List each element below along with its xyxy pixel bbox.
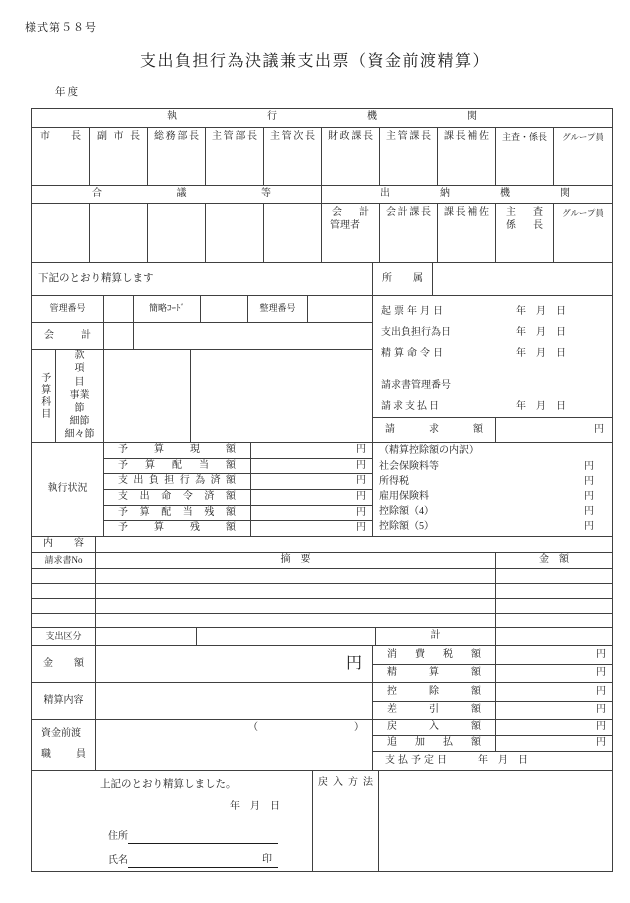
- page-title: 支出負担行為決議兼支出票（資金前渡精算）: [139, 53, 490, 70]
- yen-unit: 円: [356, 506, 366, 518]
- settlement-order-date-row: [381, 344, 612, 365]
- expense-category-row: [32, 628, 612, 646]
- execution-title: 執行状況: [32, 443, 104, 536]
- budget-level-moku: 目: [74, 376, 85, 388]
- exec-org-header: 執行機関: [167, 111, 477, 122]
- exec-value-budget-balance[interactable]: [251, 521, 372, 536]
- signature-date: 年 月 日: [230, 801, 280, 812]
- invoice-control-label: 請求書管理番号: [381, 380, 451, 392]
- amount-label-cell: [32, 646, 96, 682]
- council-seal-cell[interactable]: [264, 204, 322, 262]
- advance-employee-row: [32, 720, 612, 771]
- payment-due-row: [373, 752, 612, 770]
- yen-unit: 円: [596, 685, 606, 697]
- amount-right-cells: [373, 646, 612, 682]
- settlement-order-date-label: 精算命令日: [381, 348, 446, 360]
- refund-method-field[interactable]: [379, 771, 612, 871]
- council-seal-cell[interactable]: [90, 204, 148, 262]
- yen-unit: 円: [584, 521, 594, 533]
- deduction-row: [379, 475, 612, 490]
- yen-unit: 円: [356, 475, 366, 487]
- role-supervising-director: 主管部長: [206, 128, 264, 185]
- role-group-member: グループ員: [562, 132, 604, 142]
- payment-date-label: 請求支払日: [381, 401, 441, 413]
- deduction-row: [379, 490, 612, 505]
- form-number: 様式第５８号: [25, 22, 97, 34]
- yen-unit: 円: [584, 506, 594, 518]
- settled-statement: 上記のとおり精算しました。: [100, 779, 237, 790]
- yen-unit: 円: [596, 648, 606, 660]
- address-field[interactable]: [128, 843, 278, 844]
- control-no-label: 管理番号: [32, 296, 104, 322]
- exec-value-budget-current[interactable]: [251, 443, 372, 458]
- affiliation-label-text: 所属: [382, 272, 423, 284]
- detail-amount-field[interactable]: [496, 614, 612, 627]
- role-deputy-mayor: 副市長: [90, 128, 148, 185]
- yen-unit: 円: [596, 721, 606, 733]
- role-examiner-line1: 主査: [506, 207, 543, 218]
- execution-row: [104, 506, 372, 522]
- reference-no-field[interactable]: [308, 296, 372, 322]
- content-row: [32, 536, 612, 553]
- council-treasury-header-row: [32, 186, 612, 204]
- execution-row: [104, 521, 372, 536]
- account-label: [32, 323, 104, 349]
- budget-level-kan: 款: [74, 350, 85, 362]
- draft-date-row: [381, 302, 612, 323]
- yen-unit: 円: [584, 461, 594, 473]
- signature-cell: [32, 771, 313, 871]
- invoice-control-row: [381, 376, 612, 397]
- role-treasury-assistant-chief: 課長補佐: [438, 204, 496, 262]
- detail-summary-field[interactable]: [96, 599, 496, 613]
- seal-label: 印: [262, 854, 272, 865]
- summary-col-header: 摘 要: [96, 553, 496, 568]
- exec-label-obligation-done: 支出負担行為済額: [118, 475, 236, 487]
- amount-col-header: 金 額: [539, 554, 569, 566]
- deduction-row: [379, 460, 612, 475]
- detail-invoice-no-field[interactable]: [32, 584, 96, 598]
- settlement-amount-row: [373, 665, 612, 683]
- content-label: 内容: [43, 538, 84, 550]
- payment-date-row: [381, 397, 612, 418]
- deduction-amount-row: [373, 683, 612, 702]
- treasury-approver-row: [32, 204, 612, 263]
- yen-unit: 円: [596, 667, 606, 678]
- settlement-detail-label: 精算内容: [32, 683, 96, 719]
- detail-summary-field[interactable]: [96, 584, 496, 598]
- exec-label-budget-allocation: 予算配当額: [118, 459, 236, 471]
- payment-due-label: 支払予定日: [385, 754, 450, 766]
- exec-approver-row: [32, 128, 612, 186]
- reference-no-label: 整理番号: [248, 296, 308, 322]
- settlement-amount-field[interactable]: [496, 665, 612, 683]
- detail-header-row: [32, 553, 612, 569]
- role-accounting-manager: [322, 204, 380, 262]
- declaration-text: 下記のとおり精算します: [32, 263, 373, 295]
- deduction-row: [379, 505, 612, 520]
- budget-code-field[interactable]: [104, 350, 191, 442]
- claim-amount-field[interactable]: [496, 418, 612, 442]
- settlement-order-ymd: 年 月 日: [516, 348, 566, 360]
- detail-summary-field[interactable]: [96, 614, 496, 627]
- role-examiner: [496, 204, 554, 262]
- detail-row: [32, 584, 612, 599]
- name-line: [108, 854, 278, 868]
- yen-unit-large: 円: [345, 655, 362, 672]
- refund-method-label-cell: [313, 771, 379, 871]
- consumption-tax-label: 消費税額: [387, 648, 481, 660]
- yen-unit: 円: [356, 491, 366, 503]
- payment-due-ymd: 年 月 日: [478, 754, 528, 766]
- balance-row: [373, 702, 612, 720]
- footer-section: [32, 771, 612, 871]
- simple-code-label: 簡略ｺｰﾄﾞ: [134, 296, 201, 322]
- obligation-date-label: 支出負担行為日: [381, 327, 451, 339]
- budget-title-text: 予算科目: [38, 372, 50, 420]
- refund-amount-label: 戻入額: [387, 721, 481, 733]
- exec-label-budget-current: 予算現額: [118, 444, 236, 456]
- additional-payment-label: 追加払額: [387, 737, 481, 749]
- detail-amount-field[interactable]: [496, 584, 612, 598]
- content-label-cell: [32, 537, 96, 552]
- budget-level-setsu: 節: [74, 402, 85, 414]
- yen-unit: 円: [356, 444, 366, 456]
- amount-label: 金額: [43, 657, 84, 669]
- obligation-date-ymd: 年 月 日: [516, 327, 566, 339]
- deduction-4: 控除額（4）: [379, 506, 434, 518]
- deductions-header: （精算控除額の内訳）: [379, 445, 479, 456]
- exec-label-budget-balance: 予算残額: [118, 522, 236, 534]
- consumption-tax-row: [373, 646, 612, 665]
- address-label: 住所: [108, 831, 128, 842]
- additional-payment-field[interactable]: [496, 736, 612, 751]
- role-treasury-group-member: グループ員: [562, 208, 604, 218]
- budget-level-jigyo: 事業: [69, 389, 90, 401]
- yen-unit: 円: [584, 476, 594, 488]
- budget-level-saisetsu: 細節: [69, 416, 90, 428]
- settlement-amount-label: 精算額: [387, 667, 481, 678]
- amount-row: [32, 646, 612, 683]
- settlement-right-cells: [373, 683, 612, 719]
- role-finance-section-chief: 財政課長: [322, 128, 380, 185]
- payment-date-ymd: 年 月 日: [516, 401, 566, 413]
- claim-amount-label-cell: [373, 418, 496, 442]
- deduction-row: [379, 520, 612, 535]
- deduction-social-insurance: 社会保険料等: [379, 461, 439, 473]
- exec-value-budget-allocation[interactable]: [251, 459, 372, 474]
- total-label: 計: [376, 628, 496, 645]
- refund-method-label: 戻入方法: [318, 777, 373, 788]
- advance-employee-field[interactable]: [96, 720, 373, 770]
- deduction-employment-insurance: 雇用保険料: [379, 491, 429, 503]
- detail-row: [32, 569, 612, 584]
- yen-unit: 円: [356, 522, 366, 534]
- additional-payment-row: [373, 736, 612, 752]
- deduction-income-tax: 所得税: [379, 476, 409, 488]
- role-general-affairs-director: 総務部長: [148, 128, 206, 185]
- detail-summary-field[interactable]: [96, 569, 496, 583]
- role-examiner-line2: 係長: [506, 219, 543, 231]
- council-seal-cell[interactable]: [148, 204, 206, 262]
- refund-amount-field[interactable]: [496, 720, 612, 735]
- middle-left: [32, 296, 373, 536]
- role-accounting-manager-line1: 会計: [332, 207, 369, 218]
- advance-label-line2: 職員: [41, 748, 86, 760]
- advance-employee-label: [32, 720, 96, 770]
- yen-unit: 円: [596, 737, 606, 749]
- consumption-tax-field[interactable]: [496, 646, 612, 664]
- middle-section: [32, 296, 612, 536]
- yen-unit: 円: [584, 491, 594, 503]
- deduction-amount-label: 控除額: [387, 685, 481, 697]
- declaration-row: [32, 263, 612, 296]
- execution-row: [104, 459, 372, 475]
- exec-label-allocation-balance: 予算配当残額: [118, 506, 236, 518]
- fiscal-year-label: 年度: [55, 87, 80, 98]
- deductions-cell: [373, 443, 612, 536]
- name-label: 氏名: [108, 855, 128, 866]
- detail-amount-field[interactable]: [496, 599, 612, 613]
- exec-value-allocation-balance[interactable]: [251, 506, 372, 521]
- deduction-5: 控除額（5）: [379, 521, 434, 533]
- account-code-field[interactable]: [104, 323, 134, 349]
- account-label-text: 会計: [44, 329, 91, 341]
- role-examiner-chief: 主査・係長: [496, 128, 554, 185]
- address-line: [108, 831, 278, 844]
- exec-label-order-done: 支出命令済額: [118, 491, 236, 503]
- execution-row: [104, 490, 372, 506]
- balance-label: 差引額: [387, 704, 481, 715]
- paren-close: ）: [354, 722, 364, 733]
- council-header: 合議等: [32, 186, 322, 203]
- affiliation-label: [373, 263, 433, 295]
- yen-unit: 円: [356, 459, 366, 471]
- settlement-form: [31, 108, 613, 872]
- role-mayor: 市長: [32, 128, 90, 185]
- execution-rows: [104, 443, 372, 536]
- budget-section: [32, 350, 372, 443]
- paren-open: （: [248, 722, 258, 733]
- council-seal-cell[interactable]: [206, 204, 264, 262]
- role-supervising-section-chief: 主管課長: [380, 128, 438, 185]
- detail-row: [32, 614, 612, 628]
- expense-category-label: 支出区分: [32, 628, 96, 645]
- role-accounting-manager-line2: 管理者: [330, 219, 360, 231]
- name-field[interactable]: [128, 854, 278, 868]
- expense-category-field-1[interactable]: [96, 628, 197, 645]
- affiliation-field[interactable]: [433, 263, 612, 295]
- amount-field[interactable]: [96, 646, 373, 682]
- budget-title-cell: [32, 350, 56, 442]
- detail-amount-field[interactable]: [496, 569, 612, 583]
- exec-org-header-row: [32, 109, 612, 128]
- yen-unit: 円: [594, 423, 604, 435]
- settlement-detail-row: [32, 683, 612, 720]
- budget-level-saisaisetsu: 細々節: [64, 429, 95, 441]
- execution-row: [104, 474, 372, 490]
- refund-amount-row: [373, 720, 612, 736]
- deduction-amount-field[interactable]: [496, 683, 612, 701]
- execution-row: [104, 443, 372, 459]
- budget-name-field[interactable]: [191, 350, 372, 442]
- budget-level-labels: [56, 350, 104, 442]
- codes-row: [32, 296, 372, 323]
- content-field[interactable]: [96, 537, 612, 552]
- council-seal-cell[interactable]: [32, 204, 90, 262]
- claim-amount-row: [373, 418, 612, 443]
- balance-field[interactable]: [496, 702, 612, 720]
- settlement-detail-field[interactable]: [96, 683, 373, 719]
- draft-date-ymd: 年 月 日: [516, 306, 566, 318]
- control-no-field[interactable]: [104, 296, 134, 322]
- advance-right-cells: [373, 720, 612, 770]
- budget-level-ko: 項: [74, 363, 85, 375]
- exec-value-obligation-done[interactable]: [251, 474, 372, 489]
- role-accounting-section-chief: 会計課長: [380, 204, 438, 262]
- total-amount-field[interactable]: [496, 628, 612, 645]
- account-row: [32, 323, 372, 350]
- treasury-header: 出納機関: [380, 188, 570, 199]
- middle-right: [373, 296, 612, 536]
- claim-amount-label: 請求額: [385, 423, 483, 435]
- exec-value-order-done[interactable]: [251, 490, 372, 505]
- invoice-no-col-header: 請求書No: [32, 553, 96, 568]
- execution-section: [32, 443, 372, 536]
- simple-code-field[interactable]: [201, 296, 248, 322]
- account-name-field[interactable]: [134, 323, 372, 349]
- role-supervising-deputy-director: 主管次長: [264, 128, 322, 185]
- role-assistant-section-chief: 課長補佐: [438, 128, 496, 185]
- obligation-date-row: [381, 323, 612, 344]
- yen-unit: 円: [596, 704, 606, 715]
- detail-row: [32, 599, 612, 614]
- advance-label-line1: 資金前渡: [41, 728, 81, 739]
- draft-date-label: 起票年月日: [381, 306, 446, 318]
- expense-category-field-2[interactable]: [197, 628, 376, 645]
- detail-invoice-no-field[interactable]: [32, 614, 96, 627]
- dates-cell: [373, 296, 612, 418]
- detail-invoice-no-field[interactable]: [32, 599, 96, 613]
- detail-invoice-no-field[interactable]: [32, 569, 96, 583]
